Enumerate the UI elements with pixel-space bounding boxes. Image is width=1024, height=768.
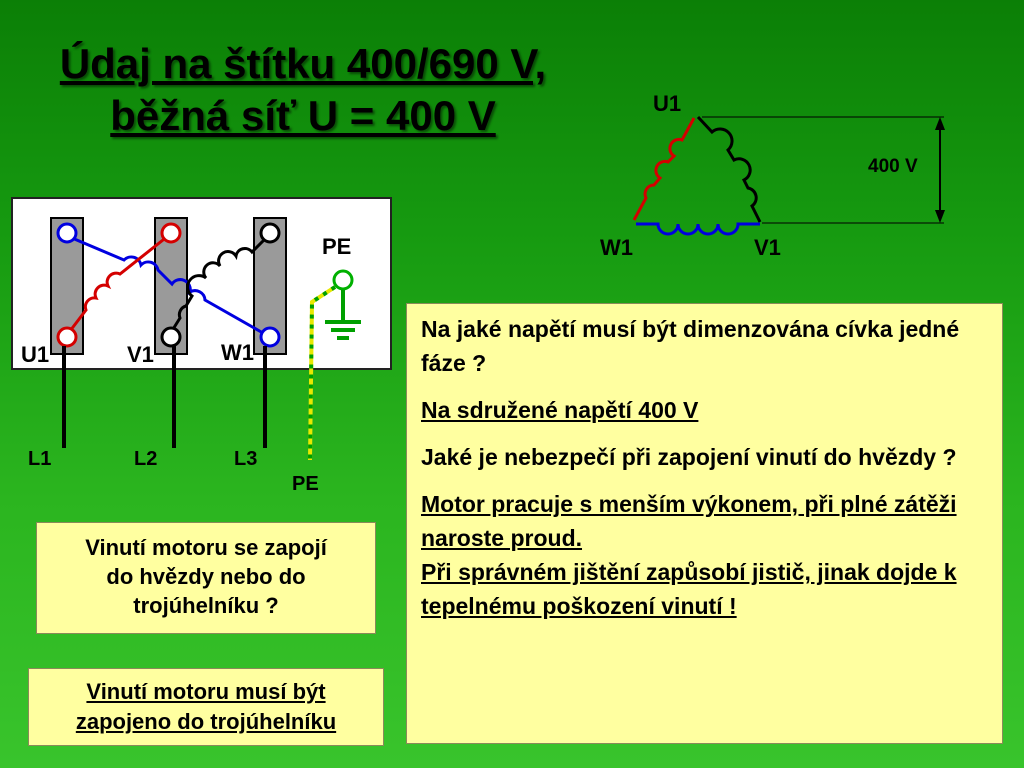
answer-voltage: Na sdružené napětí 400 V [421, 397, 699, 423]
line-label-l1: L1 [28, 448, 52, 470]
title-line-1: Údaj na štítku 400/690 V, [59, 40, 547, 87]
delta-label-v1: V1 [754, 235, 781, 260]
question-danger: Jaké je nebezpečí při zapojení vinutí do hvězdy ? [421, 444, 957, 470]
question-line: do hvězdy nebo do [106, 564, 306, 589]
pe-bottom-label: PE [292, 473, 319, 495]
terminal-label-w1: W1 [221, 340, 254, 365]
answer-line: Vinutí motoru musí být [86, 679, 326, 704]
voltage-label: 400 V [868, 156, 918, 177]
delta-label-u1: U1 [653, 91, 682, 116]
red-winding [634, 118, 694, 220]
question-voltage: Na jaké napětí musí být dimenzována cívka jedné fáze ? [421, 316, 960, 376]
title-line-2: běžná síť U = 400 V [110, 92, 496, 139]
line-label-l2: L2 [134, 448, 158, 470]
answer-box [28, 668, 384, 746]
question-line: trojúhelníku ? [133, 593, 279, 618]
blue-winding [636, 224, 760, 234]
delta-label-w1: W1 [600, 235, 633, 260]
pe-top-label: PE [322, 234, 352, 259]
answer-danger-2: Při správném jištění zapůsobí jistič, jinak dojde k tepelnému poškození vinutí ! [421, 559, 957, 619]
answer-line: zapojeno do trojúhelníku [75, 709, 337, 734]
qa-box [406, 303, 1003, 744]
black-winding [698, 117, 760, 222]
pe-terminal [334, 271, 352, 289]
question-line: Vinutí motoru se zapojí [85, 535, 327, 560]
question-box [36, 522, 376, 634]
terminal-label-u1: U1 [21, 342, 50, 367]
answer-danger-1: Motor pracuje s menším výkonem, při plné zátěži naroste proud. [421, 491, 957, 551]
terminal-label-v1: V1 [127, 342, 154, 367]
line-label-l3: L3 [234, 448, 258, 470]
